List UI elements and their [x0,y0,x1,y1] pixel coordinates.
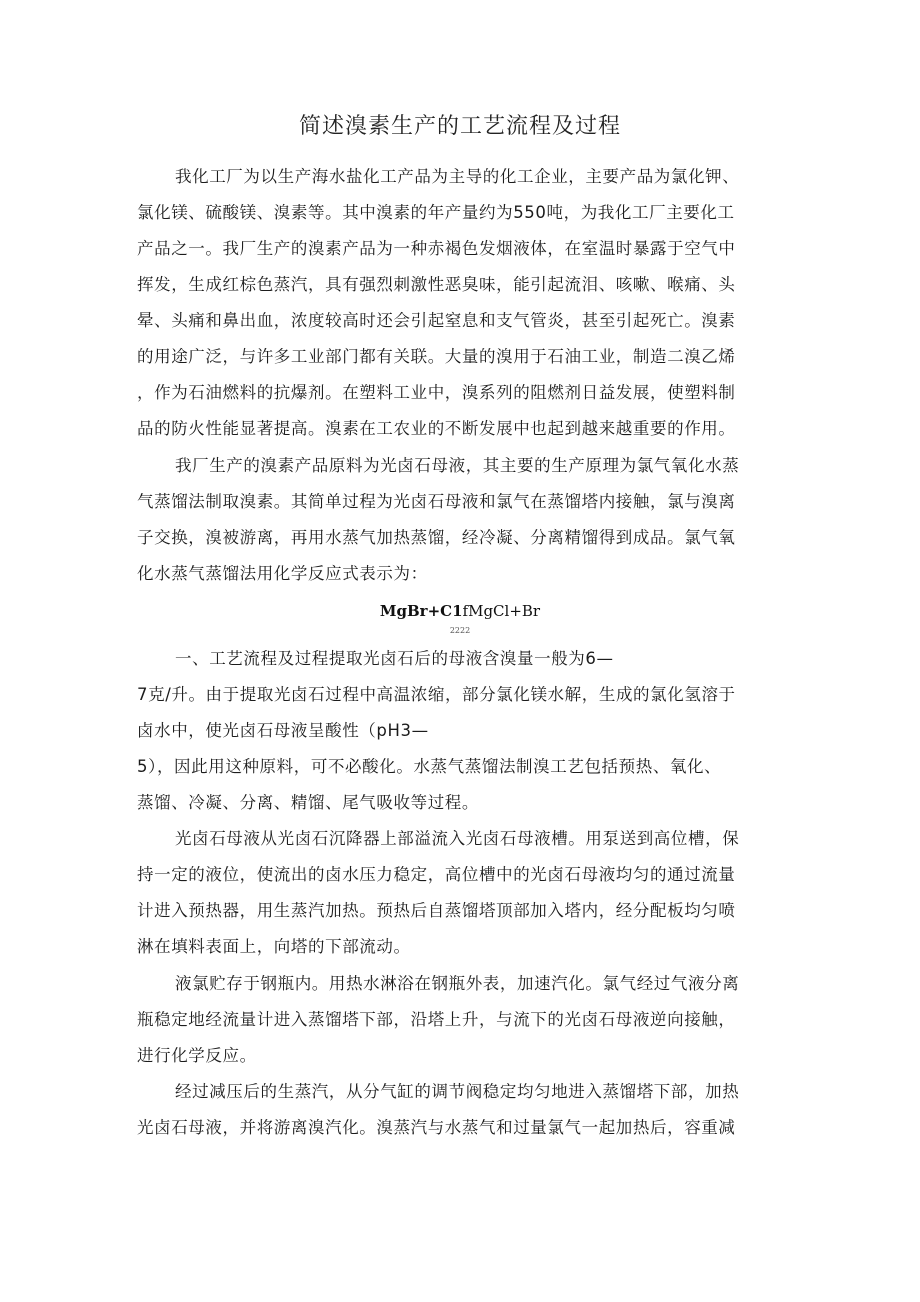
paragraph-line: 经过减压后的生蒸汽，从分气缸的调节阀稳定均匀地进入蒸馏塔下部，加热 [175,1082,740,1101]
paragraph-line: 氯化镁、硫酸镁、溴素等。其中溴素的年产量约为550吨，为我化工厂主要化工 [137,203,735,222]
paragraph-line: 5），因此用这种原料，可不必酸化。水蒸气蒸馏法制溴工艺包括预热、氧化、 [137,757,722,776]
paragraph-line: 光卤石母液，并将游离溴汽化。溴蒸汽与水蒸气和过量氯气一起加热后，容重减 [137,1118,736,1137]
paragraph-line: 卤水中，使光卤石母液呈酸性（pH3— [137,721,429,740]
paragraph-line: 持一定的液位，使流出的卤水压力稳定，高位槽中的光卤石母液均匀的通过流量 [137,865,736,884]
formula-rest-part: fMgCl+Br [462,602,541,620]
paragraph-line: 子交换，溴被游离，再用水蒸气加热蒸馏，经冷凝、分离精馏得到成品。氯气氧 [137,528,736,547]
paragraph-line: 品的防火性能显著提高。溴素在工农业的不断发展中也起到越来越重要的作用。 [137,419,736,438]
paragraph-line: 7克/升。由于提取光卤石过程中高温浓缩，部分氯化镁水解，生成的氯化氢溶于 [137,685,736,704]
paragraph-line: 一、工艺流程及过程提取光卤石后的母液含溴量一般为6— [175,649,614,668]
document-title: 简述溴素生产的工艺流程及过程 [298,114,621,139]
chemical-formula [0,600,920,622]
paragraph-line: 蒸馏、冷凝、分离、精馏、尾气吸收等过程。 [137,793,479,812]
paragraph-line: 瓶稳定地经流量计进入蒸馏塔下部，沿塔上升，与流下的光卤石母液逆向接触， [137,1010,736,1029]
paragraph-line: 液氯贮存于钢瓶内。用热水淋浴在钢瓶外表，加速汽化。氯气经过气液分离 [175,974,740,993]
paragraph-line: 产品之一。我厂生产的溴素产品为一种赤褐色发烟液体，在室温时暴露于空气中 [137,239,736,258]
paragraph-line: 我厂生产的溴素产品原料为光卤石母液，其主要的生产原理为氯气氧化水蒸 [175,456,740,475]
paragraph-line: 的用途广泛，与许多工业部门都有关联。大量的溴用于石油工业，制造二溴乙烯 [137,347,736,366]
paragraph-line: 淋在填料表面上，向塔的下部流动。 [137,937,411,956]
formula-subscripts: 2222 [449,626,471,635]
paragraph-line: 我化工厂为以生产海水盐化工产品为主导的化工企业，主要产品为氯化钾、 [175,167,740,186]
paragraph-line: 计进入预热器，用生蒸汽加热。预热后自蒸馏塔顶部加入塔内，经分配板均匀喷 [137,901,736,920]
paragraph-line: ，作为石油燃料的抗爆剂。在塑料工业中，溴系列的阻燃剂日益发展，使塑料制 [137,383,736,402]
paragraph-line: 光卤石母液从光卤石沉降器上部溢流入光卤石母液槽。用泵送到高位槽，保 [175,829,740,848]
paragraph-line: 化水蒸气蒸馏法用化学反应式表示为： [137,564,428,583]
paragraph-line: 气蒸馏法制取溴素。其简单过程为光卤石母液和氯气在蒸馏塔内接触，氯与溴离 [137,492,736,511]
paragraph-line: 晕、头痛和鼻出血，浓度较高时还会引起窒息和支气管炎，甚至引起死亡。溴素 [137,311,736,330]
paragraph-line: 挥发，生成红棕色蒸汽，具有强烈刺激性恶臭味，能引起流泪、咳嗽、喉痛、头 [137,275,736,294]
paragraph-line: 进行化学反应。 [137,1046,257,1065]
formula-bold-part: MgBr+C1 [379,602,463,620]
